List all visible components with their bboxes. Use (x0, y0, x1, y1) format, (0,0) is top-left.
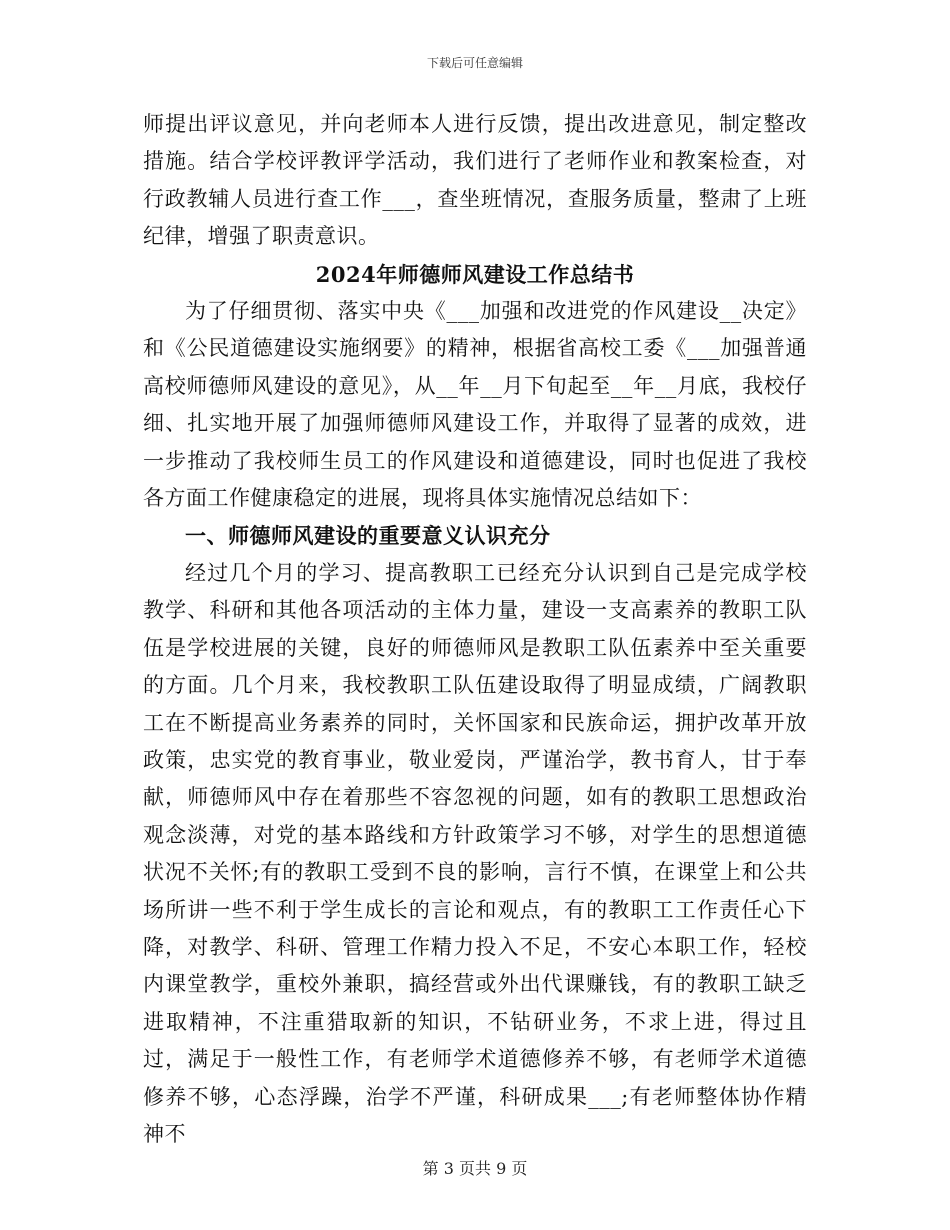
document-title: 2024年师德师风建设工作总结书 (315, 261, 635, 287)
section-heading-1: 一、师德师风建设的重要意义认识充分 (185, 523, 551, 549)
document-body (143, 106, 807, 1153)
page-number: 第 3 页共 9 页 (422, 1159, 528, 1178)
section-1-paragraph: 经过几个月的学习、提高教职工已经充分认识到自己是完成学校教学、科研和其他各项活动的主体力量，建设一支高素养的教职工队伍是学校进展的关键，良好的师德师风是教职工队伍素养中至关重要的方面。几个月来，我校教职工队伍建设取得了明显成绩，广阔教职工在不断提高业务素养的同时，关怀国家和民族命运，拥护改革开放政策，忠实党的教育事业，敬业爱岗，严谨治学，教书育人，甘于奉献，师德师风中存在着那些不容忽视的问题，如有的教职工思想政治观念淡薄，对党的基本路线和方针政策学习不够，对学生的思想道德状况不关怀;有的教职工受到不良的影响，言行不慎，在课堂上和公共场所讲一些不利于学生成长的言论和观点，有的教职工工作责任心下降，对教学、科研、管理工作精力投入不足，不安心本职工作，轻校内课堂教学，重校外兼职，搞经营或外出代课赚钱，有的教职工缺乏进取精神，不注重猎取新的知识，不钻研业务，不求上进，得过且过，满足于一般性工作，有老师学术道德修养不够，有老师学术道德修养不够，心态浮躁，治学不严谨，科研成果___;有老师整体协作精神不 (143, 560, 807, 1146)
intro-paragraph: 为了仔细贯彻、落实中央《___加强和改进党的作风建设__决定》和《公民道德建设实施纲要》的精神，根据省高校工委《___加强普通高校师德师风建设的意见》，从__年__月下旬起至__年__月底，我校仔细、扎实地开展了加强师德师风建设工作，并取得了显著的成效，进一步推动了我校师生员工的作风建设和道德建设，同时也促进了我校各方面工作健康稳定的进展，现将具体实施情况总结如下： (143, 299, 807, 511)
page-header: 下载后可任意编辑 (426, 56, 523, 70)
continued-paragraph: 师提出评议意见，并向老师本人进行反馈，提出改进意见，制定整改措施。结合学校评教评学活动，我们进行了老师作业和教案检查，对行政教辅人员进行查工作___，查坐班情况，查服务质量，整肃了上班纪律，增强了职责意识。 (143, 112, 807, 249)
